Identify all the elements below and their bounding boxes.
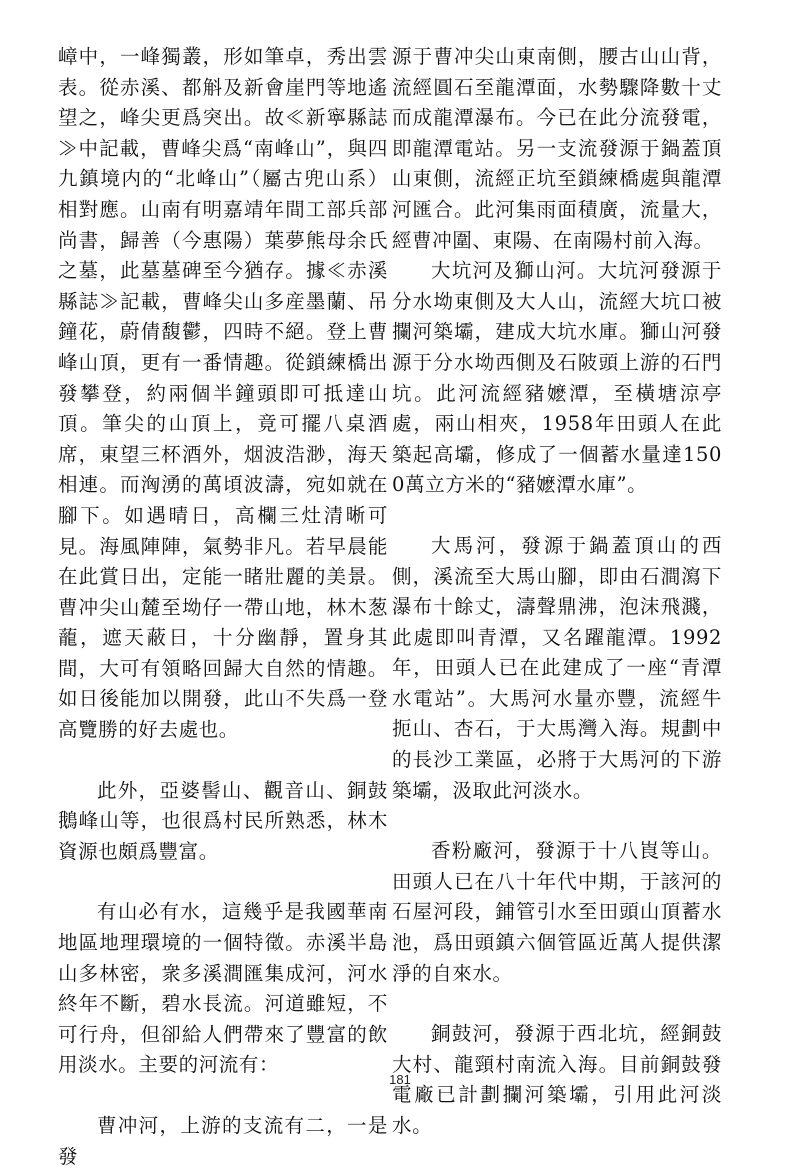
paragraph-mountain-continued: 嶂中，一峰獨叢，形如筆卓，秀出雲表。從赤溪、都斛及新會崖門等地遙望之，峰尖更爲突出。故≪新寧縣誌≫中記載，曹峰尖爲“南峰山”，與四九鎮境内的“北峰山”（屬古兜山系）相對應。山南有明嘉靖年間工部兵部尚書，歸善（今惠陽）葉夢熊母余氏之墓，此墓墓碑至今猶存。據≪赤溪縣誌≫記載，曹峰尖山多産墨蘭、吊鐘花，蔚倩馥鬱，四時不絕。登上曹峰山頂，更有一番情趣。從鎖練橋出發攀登，約兩個半鐘頭即可抵達山頂。筆尖的山頂上，竟可擺八桌酒席，東望三杯酒外，烟波浩渺，海天相連。而洶湧的萬頃波濤，宛如就在腳下。如遇晴日，高欄三灶清晰可見。海風陣陣，氣勢非凡。若早晨能在此賞日出，定能一睹壯麗的美景。曹冲尖山麓至坳仔一帶山地，林木葱蘢，遮天蔽日，十分幽靜，置身其間，大可有領略回歸大自然的情趣。如日後能加以開發，此山不失爲一登高覽勝的好去處也。 bbox=[58, 45, 388, 742]
paragraph-xiangfenchang-river: 香粉廠河，發源于十八崀等山。田頭人已在八十年代中期，于該河的石屋河段，鋪管引水至田頭山頂蓄水池，爲田頭鎮六個管區近萬人提供潔淨的自來水。 bbox=[392, 839, 722, 985]
left-column bbox=[58, 42, 388, 1172]
page-number: 181 bbox=[389, 1072, 411, 1087]
paragraph-tonggu-river: 銅鼓河，發源于西北坑，經銅鼓大村、龍頸村南流入海。目前銅鼓發電廠已計劃攔河築壩，引用此河淡水。 bbox=[392, 1022, 722, 1137]
right-column bbox=[392, 42, 722, 1142]
paragraph-dakeng-shishan-rivers: 大坑河及獅山河。大坑河發源于分水坳東側及大人山，流經大坑口被攔河築壩，建成大坑水庫。獅山河發源于分水坳西側及石陂頭上游的石門坑。此河流經豬嬷潭，至橫塘涼亭處，兩山相夾，1958年田頭人在此築起高壩，修成了一個蓄水量達1500萬立方米的“豬嬷潭水庫”。 bbox=[392, 259, 722, 497]
paragraph-caochong-river-start: 曹冲河，上游的支流有二，一是發 bbox=[58, 1114, 388, 1168]
paragraph-caochong-river-continued: 源于曹冲尖山東南側，腰古山山背，流經圓石至龍潭面，水勢驟降數十丈而成龍潭瀑布。今已在此分流發電，即龍潭電站。另一支流發源于鍋蓋頂山東側，流經正坑至鎖練橋處與龍潭河匯合。此河集雨面積廣，流量大，經曹冲圍、東陽、在南陽村前入海。 bbox=[392, 45, 722, 252]
paragraph-rivers-intro: 有山必有水，這幾乎是我國華南地區地理環境的一個特徵。赤溪半島山多林密，衆多溪澗匯集成河，河水終年不斷，碧水長流。河道雖短，不可行舟，但卻給人們帶來了豐富的飲用淡水。主要的河流有： bbox=[58, 900, 388, 1077]
paragraph-other-mountains: 此外，亞婆髻山、觀音山、銅鼓鵝峰山等，也很爲村民所熟悉，林木資源也頗爲豐富。 bbox=[58, 778, 388, 863]
paragraph-dama-river: 大馬河，發源于鍋蓋頂山的西側，溪流至大馬山腳，即由石澗瀉下瀑布十餘丈，濤聲鼎沸，泡沫飛濺，此處即叫青潭，又名躍龍潭。1992年，田頭人已在此建成了一座“青潭水電站”。大馬河水量亦豐，流經牛扼山、杏石，于大馬灣入海。規劃中的長沙工業區，必將于大馬河的下游築壩，汲取此河淡水。 bbox=[392, 533, 722, 802]
